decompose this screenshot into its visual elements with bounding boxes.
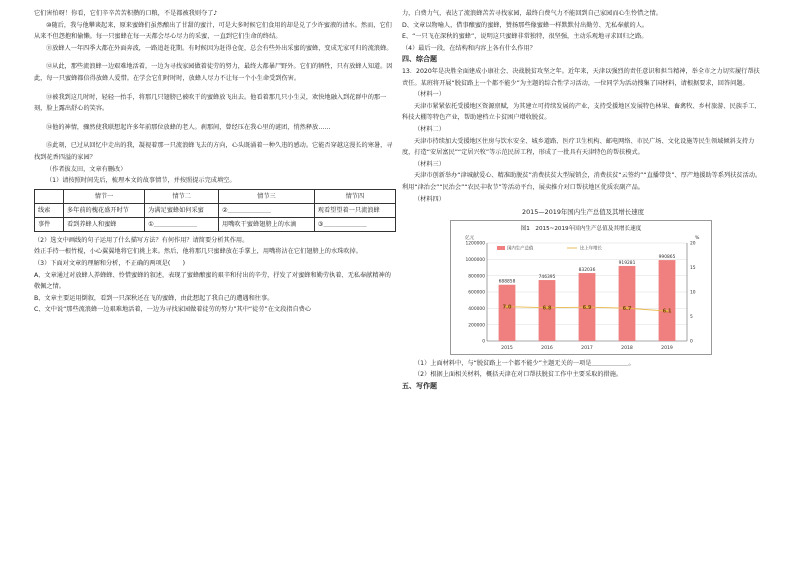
material-3-text: 天津市创新举办“津城献爱心、精准助脱贫”消费扶贫大型展销会，消费扶贫“云签约”“直播带货”、厚产地援助等系列扶贫活动。利用“津治会”“民治会”“农民丰收节”等活动平台，展卖推介对口帮扶地区优质农副产品。	[402, 172, 762, 191]
question-13-2: （2）根据上面相关材料，概括天津在对口帮扶脱贫工作中主要采取的措施。	[414, 371, 623, 379]
para-12: ⑫从此，那些流浪蜂一边艰难地活着，一边为寻找家园做着徒劳的努力，最终大都暴尸野外。它们的牺牲，只有放蜂人知道。因此，每一只蜜蜂都倍得放蜂人爱惜。在学会它们时时时，放蜂人尽力不让每一个小生命受到伤害。	[34, 63, 393, 82]
growth-label: 6.9	[582, 304, 592, 311]
material-4-label: （材料四）	[414, 195, 445, 203]
material-2-text: 天津市持续加大受援地区住房与饮水安全、城乡道路、医疗卫生机构、邮电网络、市民广场、文化设施等民生领域倾斜支持力度，打造“安居富民”“定居兴牧”等示范民居工程，形成了一批具有天津特色的帮扶模式。	[402, 137, 755, 157]
option-d: D、文章以物喻人，借事酿蜜的蜜蜂，赞扬那些像蜜蜂一样默默付出勤劳、无私奉献的人。	[402, 21, 649, 29]
row-label-clue: 线索	[35, 203, 64, 217]
y-unit-right: %	[695, 235, 700, 241]
y2-tick-label: 15	[690, 265, 696, 271]
y-unit-left: 亿元	[465, 235, 475, 241]
para-10: ⑩随后，我与他攀谈起来，原来蜜蜂们虽然酿出了甘甜的蜜汁，可是大多时候它们食用的却是兑了少许蜜液的清水。然而，它们从来不但怨抱和偷懒。每一只蜜蜂在每一天都会尽心尽力的采蜜，一直到它们生命的终结。	[34, 21, 392, 41]
question-4: （4）最后一段，在结构和内容上各有什么作用？	[402, 44, 536, 52]
y2-tick-label: 20	[690, 241, 696, 247]
cell-r1c4: 观看望望着一只流浪蜂	[314, 203, 395, 217]
row-label-event: 事件	[35, 217, 64, 231]
chart-svg	[451, 221, 711, 354]
gdp-bar-label: 832036	[578, 267, 596, 273]
y-tick-label: 1200000	[465, 241, 485, 247]
y-tick-label: 0	[482, 339, 485, 345]
source-note: （作者拔友田，文章有删改）	[46, 165, 127, 173]
para-15: ⑮此刻，已过从回忆中走出的我，凝视着那一只流浪蜂飞去的方向，心头既涌着一种久违的感动。它能否穿越这漫长的寒暑，寻找到花香四溢的家园？	[34, 142, 393, 161]
th-4: 情节四	[314, 189, 395, 203]
question-2: （2）选文中画线的句子运用了什么描写方法？有何作用？请简要分析其作用。	[34, 236, 249, 244]
gdp-bar	[619, 266, 636, 341]
option-b: B、文章主要运用倒叙，看到一只深秋还在飞的蜜蜂，由此想起了我自己的遭遇和往事。	[34, 294, 274, 302]
para-11: ⑪放蜂人一年四季大都在外面奔波，一路追赶花期。有时候因为赶得仓促，总会有些外出采蜜的蜜蜂，变成无家可归的流浪蜂。	[46, 44, 393, 52]
th-3: 情节三	[219, 189, 315, 203]
x-tick-label: 2017	[581, 345, 593, 351]
option-c: C、文中说“那些流浪蜂一边艰难地活着，一边为寻找家园做着徒劳的努力”其中“徒劳”在文段指自费心	[34, 306, 312, 314]
x-tick-label: 2018	[621, 345, 633, 351]
gdp-bar-label: 688858	[498, 279, 516, 285]
question-13-1: （1）上面材料中，与“脱贫路上一个都不能少”主题无关的一项是＿＿＿＿＿＿。	[414, 359, 635, 367]
gdp-chart	[450, 220, 712, 355]
section-5-heading: 五、写作题	[402, 381, 437, 390]
y-tick-label: 600000	[468, 290, 485, 296]
right-column	[402, 8, 764, 392]
chart-title: 图1 2015~2019年国内生产总值及其增长速度	[520, 225, 642, 232]
legend-swatch-gdp	[497, 246, 505, 250]
material-1-label: （材料一）	[414, 91, 445, 99]
y-tick-label: 1000000	[465, 257, 485, 263]
cell-r1c1: 多年前的槐花盛开时节	[64, 203, 145, 217]
cell-r2c2: ①＿＿＿＿＿＿＿	[145, 217, 219, 231]
material-1-text: 天津市紧紧依托受援地区资源禀赋，为其建立可持续发展的产业，支持受援地区发展特色林果、畜禽牧、乡村旅游、民族手工、科技大棚等特色产业，帮助建档立卡贫困户增收脱贫。	[402, 102, 761, 122]
y2-tick-label: 10	[690, 290, 696, 296]
y-tick-label: 400000	[468, 306, 485, 312]
x-tick-label: 2019	[661, 345, 673, 351]
cell-r2c3: 用嘴吹干蜜蜂翅膀上的水滴	[219, 217, 315, 231]
gdp-bar-label: 990865	[658, 254, 676, 260]
gdp-bar-label: 746395	[538, 274, 556, 280]
y-tick-label: 800000	[468, 273, 485, 279]
growth-label: 7.0	[502, 303, 512, 310]
gdp-bar	[499, 284, 516, 340]
growth-label: 6.7	[622, 305, 632, 312]
cell-r1c3: ②＿＿＿＿＿＿＿	[219, 203, 315, 217]
growth-label: 6.1	[662, 308, 672, 315]
option-e: E、“一只飞在深秋的蜜蜂”，说明这只蜜蜂非常独特，很坚强，主动乐观地寻求回归之路。	[402, 33, 648, 41]
plot-table	[34, 189, 396, 232]
y2-tick-label: 0	[690, 339, 693, 345]
question-13: 13．2020年是决胜全面建成小康社会、决战脱贫攻坚之年。近年来，天津以强烈的责任意识和担当精神，举全市之力切实履行帮扶责任。某班将开展“脱贫路上一个都不能少”为主题的综合性学习活动，一位同学为活动搜集了国材料，请根据要求，回答问题。	[402, 67, 760, 87]
para-1: 它们害怕呀！你看，它们辛辛苦苦积攒的口粮，不是都被我则夺了♪	[34, 10, 218, 17]
th-2: 情节二	[145, 189, 219, 203]
x-tick-label: 2016	[541, 345, 553, 351]
cell-r1c2: 为满足蜜蜂如何采蜜	[145, 203, 219, 217]
option-c-cont: 力，白费力气，表达了流浪蜂苦苦寻找家园，最终白费气力不能回到自己家园而心生怜惜之情。	[402, 10, 662, 17]
chart-heading: 2015—2019年国内生产总值及其增长速度	[522, 208, 644, 217]
gdp-bar-label: 919281	[618, 260, 636, 266]
legend-label-gdp: 国内生产总值	[507, 246, 534, 252]
question-2-quote: 姓正手持一根竹棍，小心翼翼地将它们挑上来。然后，他将那几只蜜蜂放在手掌上，用嘴将沾在它们翅膀上的水珠吹掉。	[34, 248, 362, 256]
growth-label: 6.8	[542, 304, 552, 311]
cell-r2c4: ③＿＿＿＿＿＿＿	[314, 217, 395, 231]
cell-r2c1: 看到养蜂人和蜜蜂	[64, 217, 145, 231]
legend-label-growth: 比上年增长	[580, 246, 602, 252]
y-tick-label: 200000	[468, 322, 485, 328]
left-column	[34, 8, 396, 316]
material-2-label: （材料二）	[414, 125, 445, 133]
option-a: A、文章通过对放蜂人养蜂蜂、怜惜蜜蜂的叙述，表现了蜜蜂酿蜜的艰辛和付出的辛劳，抒发了对蜜蜂和勤劳执着、无私奉献精神的敬佩之情。	[34, 271, 391, 291]
para-13: ⑬被我到这几时时，轻轻一抬手，将那几只翅膀已被吹干的蜜蜂放飞出去。他看着那几只小生灵，欢快地融入到花群中的那一刻，脸上露出舒心的笑容。	[34, 93, 387, 113]
y2-tick-label: 5	[690, 314, 693, 320]
para-14: ⑭他的神情，骤然使我联想起许多年前那位放蜂的老人。刹那间，曾经压在我心里的谜团，悄然释放……	[46, 123, 331, 131]
question-1: （1）请按照时间先后，梳理本文的故事情节，并按照提示完成填空。	[46, 177, 236, 185]
material-3-label: （材料三）	[414, 160, 445, 168]
question-3: （3）下面对文章的理解和分析，不正确的两项是( )	[34, 259, 186, 267]
th-1: 情节一	[64, 189, 145, 203]
x-tick-label: 2015	[501, 345, 513, 351]
gdp-bar	[659, 260, 676, 341]
section-4-heading: 四、综合题	[402, 55, 437, 64]
